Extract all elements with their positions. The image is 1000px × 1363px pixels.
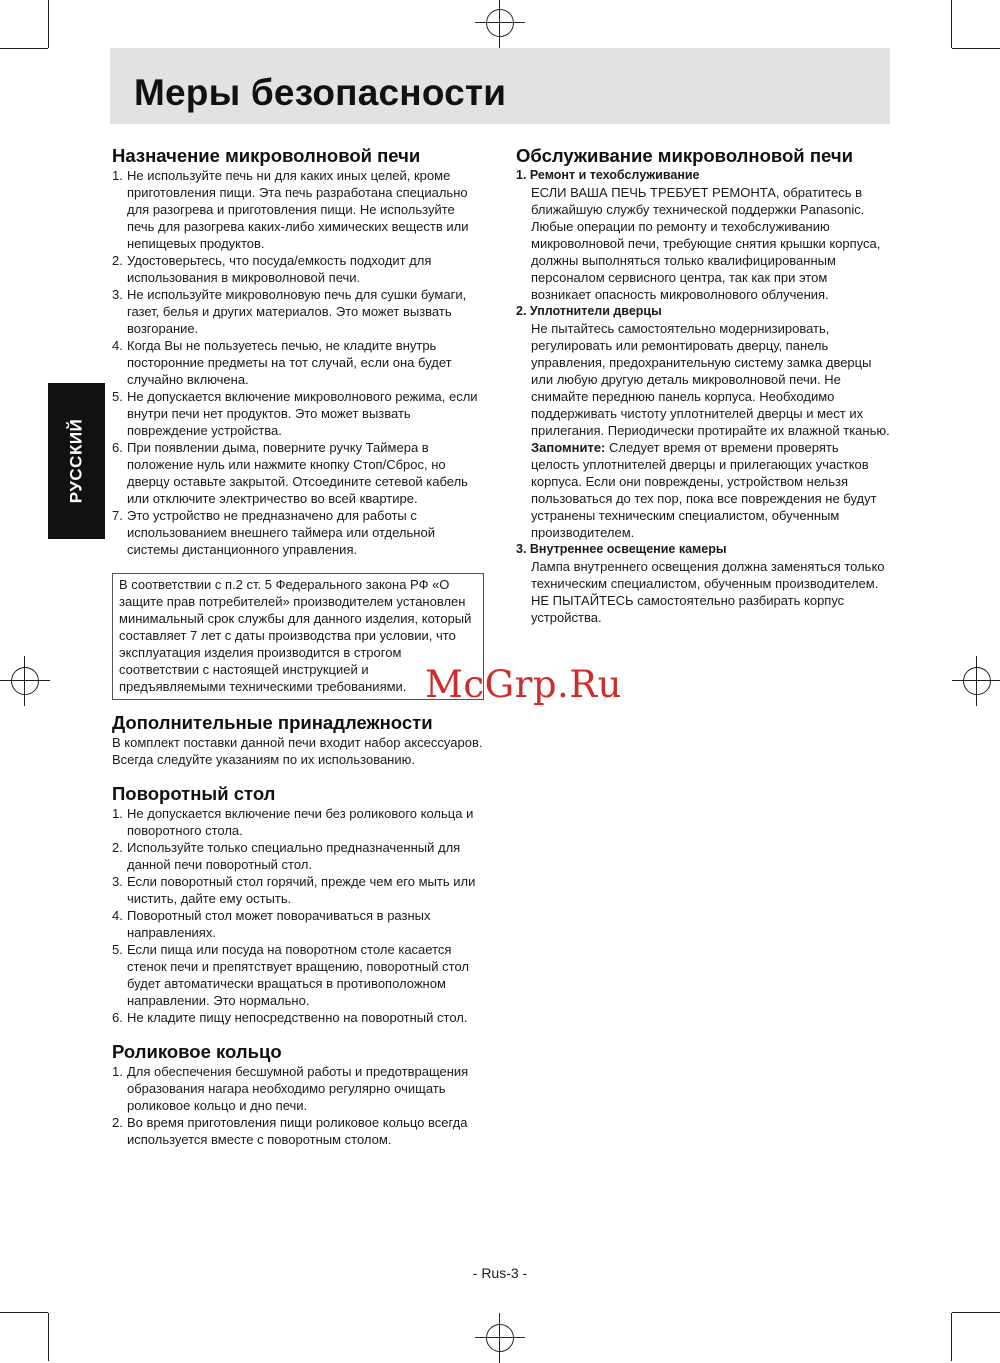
- list-item: [112, 388, 484, 439]
- item-number: 2.: [112, 253, 123, 268]
- item-number: 3.: [112, 874, 123, 889]
- watermark: McGrp.Ru: [425, 663, 622, 706]
- list-item: [112, 507, 484, 558]
- roller-ring-list: [112, 1063, 484, 1148]
- page-number: - Rus-3 -: [472, 1265, 528, 1281]
- list-item: [112, 1114, 484, 1148]
- service-item-repair: [516, 167, 890, 303]
- item-text: ЕСЛИ ВАША ПЕЧЬ ТРЕБУЕТ РЕМОНТА, обратитесь в ближайшую службу технической поддержки Panasonic. Любые операции по ремонту и техобслуживанию микроволновой печи, требующие снятия крышки корпуса, должны выполняться только квалифицированным персоналом сервисного центра, так как при этом возникает опасность микроволнового облучения.: [531, 185, 881, 302]
- section-heading: Назначение микроволновой печи: [112, 145, 421, 166]
- crop-mark: [48, 0, 49, 48]
- item-text: Не используйте микроволновую печь для сушки бумаги, газет, белья и других материалов. Это может вызвать возгорание.: [127, 287, 467, 336]
- item-title: 1. Ремонт и техобслуживание: [516, 168, 700, 182]
- registration-mark-icon: [486, 1324, 514, 1352]
- item-number: 6.: [112, 440, 123, 455]
- item-number: 1.: [112, 806, 123, 821]
- item-title: 3. Внутреннее освещение камеры: [516, 542, 727, 556]
- section-turntable: [112, 783, 484, 1026]
- list-item: [112, 839, 484, 873]
- item-text: Не используйте печь ни для каких иных целей, кроме приготовления пищи. Эта печь разработана специально для разогрева и приготовления пищи. Не используйте печь для разогрева каких-либо химических веществ или непищевых продуктов.: [127, 168, 469, 251]
- accessories-text: В комплект поставки данной печи входит набор аксессуаров. Всегда следуйте указаниям по их использованию.: [112, 735, 483, 767]
- list-item: [112, 941, 484, 1009]
- item-number: 1.: [112, 168, 123, 183]
- item-number: 2.: [112, 840, 123, 855]
- item-text: Не кладите пищу непосредственно на поворотный стол.: [127, 1010, 468, 1025]
- purpose-list: [112, 167, 484, 558]
- item-text: При появлении дыма, поверните ручку Таймера в положение нуль или нажмите кнопку Стоп/Сброс, но дверцу оставьте закрытой. Отсоедините сетевой кабель или отключите электричество во всей квартире.: [127, 440, 468, 506]
- right-column: [516, 145, 890, 626]
- item-text: Это устройство не предназначено для работы с использованием внешнего таймера или отдельной системы дистанционного управления.: [127, 508, 435, 557]
- item-number: 2.: [112, 1115, 123, 1130]
- item-text: Используйте только специально предназначенный для данной печи поворотный стол.: [127, 840, 461, 872]
- item-text: Не допускается включение печи без роликового кольца и поворотного стола.: [127, 806, 474, 838]
- list-item: [112, 337, 484, 388]
- crop-mark: [951, 1313, 952, 1361]
- crop-mark: [951, 0, 952, 48]
- turntable-list: [112, 805, 484, 1026]
- item-text: Лампа внутреннего освещения должна заменяться только техническим специалистом, обученным производителем. НЕ ПЫТАЙТЕСЬ самостоятельно разбирать корпус устройства.: [531, 559, 885, 625]
- item-number: 4.: [112, 908, 123, 923]
- service-item-door-seals: [516, 303, 890, 541]
- item-text: Если поворотный стол горячий, прежде чем его мыть или чистить, дайте ему остыть.: [127, 874, 476, 906]
- language-tab: [48, 383, 105, 539]
- item-note: [516, 439, 890, 541]
- list-item: [112, 252, 484, 286]
- item-text: Если пища или посуда на поворотном столе касается стенок печи и препятствует вращению, поворотный стол будет автоматически вращаться в противоположном направлении. Это нормально.: [127, 942, 469, 1008]
- item-text: Не пытайтесь самостоятельно модернизировать, регулировать или ремонтировать дверцу, панель управления, предохранительную систему замка дверцы или любую другую деталь микроволновой печи. Не снимайте переднюю панель корпуса. Необходимо поддерживать чистоту уплотнителей дверцы и мест их прилегания. Периодически протирайте их влажной тканью.: [531, 321, 890, 438]
- item-title: 2. Уплотнители дверцы: [516, 304, 662, 318]
- section-accessories: [112, 712, 484, 768]
- crop-mark: [0, 48, 48, 49]
- list-item: [112, 439, 484, 507]
- service-life-notice: В соответствии с п.2 ст. 5 Федерального закона РФ «О защите прав потребителей» производителем установлен минимальный срок службы для данного изделия, который составляет 7 лет с даты производства при условии, что эксплуатация изделия производится в строгом соответствии с настоящей инструкцией и предъявляемыми техническими требованиями.: [112, 573, 484, 700]
- crop-mark: [48, 1313, 49, 1361]
- section-heading: Роликовое кольцо: [112, 1041, 282, 1062]
- item-text: Поворотный стол может поворачиваться в разных направлениях.: [127, 908, 431, 940]
- section-heading: Поворотный стол: [112, 783, 276, 804]
- title-bar: [110, 48, 890, 124]
- list-item: [112, 907, 484, 941]
- list-item: [112, 1009, 484, 1026]
- item-number: 5.: [112, 942, 123, 957]
- note-label: Запомните:: [531, 440, 606, 455]
- item-number: 7.: [112, 508, 123, 523]
- crop-mark: [0, 1312, 48, 1313]
- note-text: Следует время от времени проверять целость уплотнителей дверцы и прилегающих участков корпуса. Если они повреждены, устройством нельзя пользоваться до тех пор, пока все повреждения не будут устранены техническим специалистом, обученным производителем.: [531, 440, 877, 540]
- item-text: Когда Вы не пользуетесь печью, не кладите внутрь посторонние предметы на тот случай, если она будет случайно включена.: [127, 338, 452, 387]
- item-number: 3.: [112, 287, 123, 302]
- section-heading: Дополнительные принадлежности: [112, 712, 433, 733]
- list-item: [112, 873, 484, 907]
- registration-mark-icon: [486, 9, 514, 37]
- list-item: [112, 1063, 484, 1114]
- page-title: Меры безопасности: [134, 72, 507, 113]
- item-number: 4.: [112, 338, 123, 353]
- registration-mark-icon: [11, 667, 39, 695]
- list-item: [112, 167, 484, 252]
- crop-mark: [952, 48, 1000, 49]
- item-number: 6.: [112, 1010, 123, 1025]
- service-item-lighting: [516, 541, 890, 626]
- crop-mark: [952, 1312, 1000, 1313]
- item-number: 1.: [112, 1064, 123, 1079]
- list-item: [112, 286, 484, 337]
- left-column: [112, 145, 484, 1161]
- item-text: Удостоверьтесь, что посуда/емкость подходит для использования в микроволновой печи.: [127, 253, 432, 285]
- item-text: Не допускается включение микроволнового режима, если внутри печи нет продуктов. Это может вызвать повреждение устройства.: [127, 389, 478, 438]
- section-roller-ring: [112, 1041, 484, 1148]
- item-text: Для обеспечения бесшумной работы и предотвращения образования нагара необходимо регулярно очищать роликовое кольцо и дно печи.: [127, 1064, 469, 1113]
- item-number: 5.: [112, 389, 123, 404]
- section-heading: Обслуживание микроволновой печи: [516, 145, 853, 166]
- language-tab-label: РУССКИЙ: [66, 418, 86, 504]
- item-text: Во время приготовления пищи роликовое кольцо всегда используется вместе с поворотным столом.: [127, 1115, 468, 1147]
- section-purpose: [112, 145, 484, 558]
- list-item: [112, 805, 484, 839]
- registration-mark-icon: [963, 667, 991, 695]
